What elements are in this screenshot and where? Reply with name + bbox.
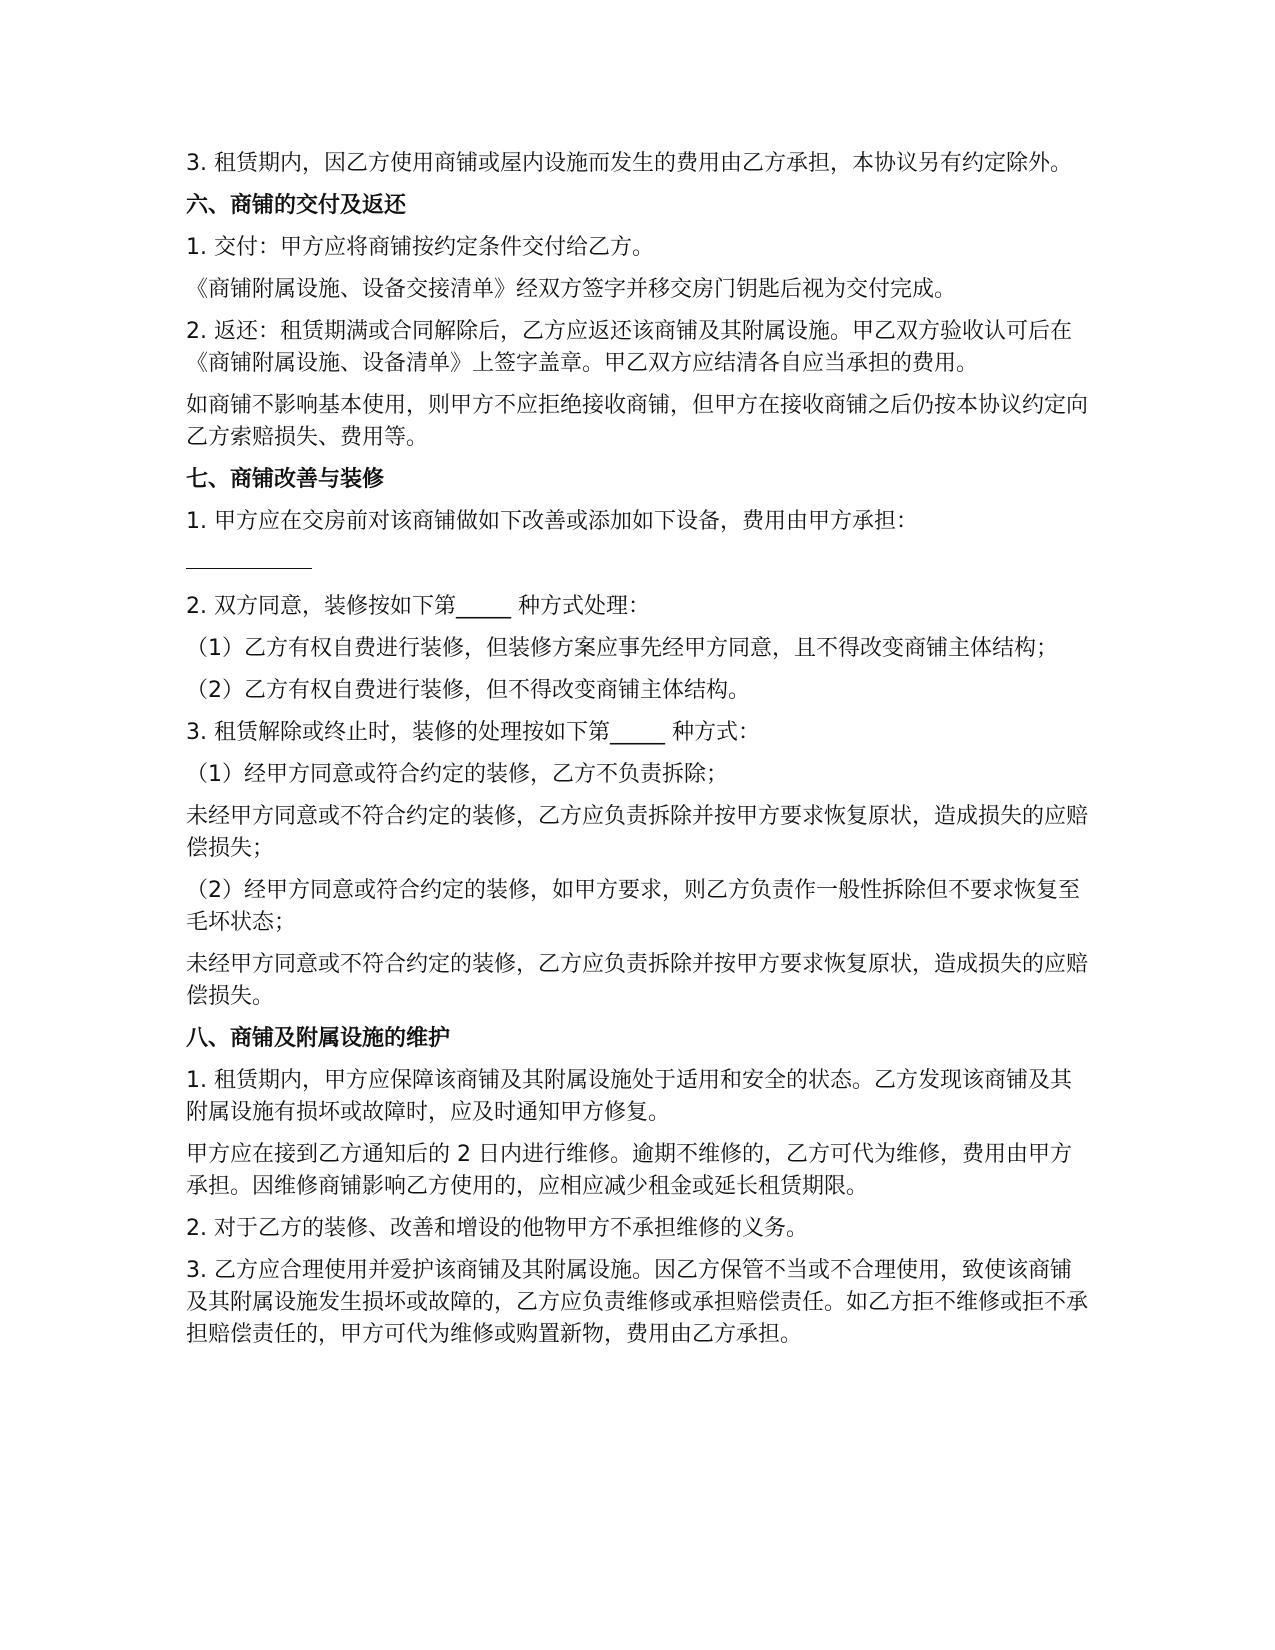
clause-7-3: 3. 租赁解除或终止时，装修的处理按如下第_____ 种方式： <box>186 720 760 745</box>
clause-7-1: 1. 甲方应在交房前对该商铺做如下改善或添加如下设备，费用由甲方承担： <box>186 509 918 534</box>
clause-8-2: 2. 对于乙方的装修、改善和增设的他物甲方不承担维修的义务。 <box>186 1216 808 1241</box>
clause-7-3-option-1-note: 未经甲方同意或不符合约定的装修，乙方应负责拆除并按甲方要求恢复原状，造成损失的应赔偿损失； <box>186 804 1089 861</box>
clause-8-1-note: 甲方应在接到乙方通知后的 2 日内进行维修。逾期不维修的，乙方可代为维修，费用由甲方承担。因维修商铺影响乙方使用的，应相应减少租金或延长租赁期限。 <box>186 1142 1072 1199</box>
clause-7-2-option-1: （1）乙方有权自费进行装修，但装修方案应事先经甲方同意，且不得改变商铺主体结构； <box>186 636 1059 661</box>
clause-7-2: 2. 双方同意，装修按如下第_____ 种方式处理： <box>186 594 650 619</box>
section-heading-8: 八、商铺及附属设施的维护 <box>186 1026 451 1051</box>
clause-8-3: 3. 乙方应合理使用并爱护该商铺及其附属设施。因乙方保管不当或不合理使用，致使该商铺及其附属设施发生损坏或故障的，乙方应负责维修或承担赔偿责任。如乙方拒不维修或拒不承担赔偿责任的，甲方可代为维修或购置新物，费用由乙方承担。 <box>186 1258 1089 1347</box>
document-body <box>186 148 1091 1361</box>
clause-7-3-option-1: （1）经甲方同意或符合约定的装修，乙方不负责拆除； <box>186 762 728 787</box>
fill-in-blank-line <box>186 568 312 569</box>
clause-5-3: 3. 租赁期内，因乙方使用商铺或屋内设施而发生的费用由乙方承担，本协议另有约定除外。 <box>186 151 1072 176</box>
clause-6-1: 1. 交付：甲方应将商铺按约定条件交付给乙方。 <box>186 235 654 260</box>
section-heading-6: 六、商铺的交付及返还 <box>186 193 407 218</box>
clause-7-3-option-2: （2）经甲方同意或符合约定的装修，如甲方要求，则乙方负责作一般性拆除但不要求恢复至毛坏状态； <box>186 878 1081 935</box>
section-heading-7: 七、商铺改善与装修 <box>186 467 385 492</box>
clause-6-2: 2. 返还：租赁期满或合同解除后，乙方应返还该商铺及其附属设施。甲乙双方验收认可后在《商铺附属设施、设备清单》上签字盖章。甲乙双方应结清各自应当承担的费用。 <box>186 319 1072 376</box>
clause-7-3-option-2-note: 未经甲方同意或不符合约定的装修，乙方应负责拆除并按甲方要求恢复原状，造成损失的应赔偿损失。 <box>186 952 1089 1009</box>
clause-6-1-note: 《商铺附属设施、设备交接清单》经双方签字并移交房门钥匙后视为交付完成。 <box>186 277 957 302</box>
clause-8-1: 1. 租赁期内，甲方应保障该商铺及其附属设施处于适用和安全的状态。乙方发现该商铺及其附属设施有损坏或故障时，应及时通知甲方修复。 <box>186 1068 1072 1125</box>
clause-6-2-note: 如商铺不影响基本使用，则甲方不应拒绝接收商铺，但甲方在接收商铺之后仍按本协议约定向乙方索赔损失、费用等。 <box>186 393 1089 450</box>
clause-7-2-option-2: （2）乙方有权自费进行装修，但不得改变商铺主体结构。 <box>186 678 750 703</box>
